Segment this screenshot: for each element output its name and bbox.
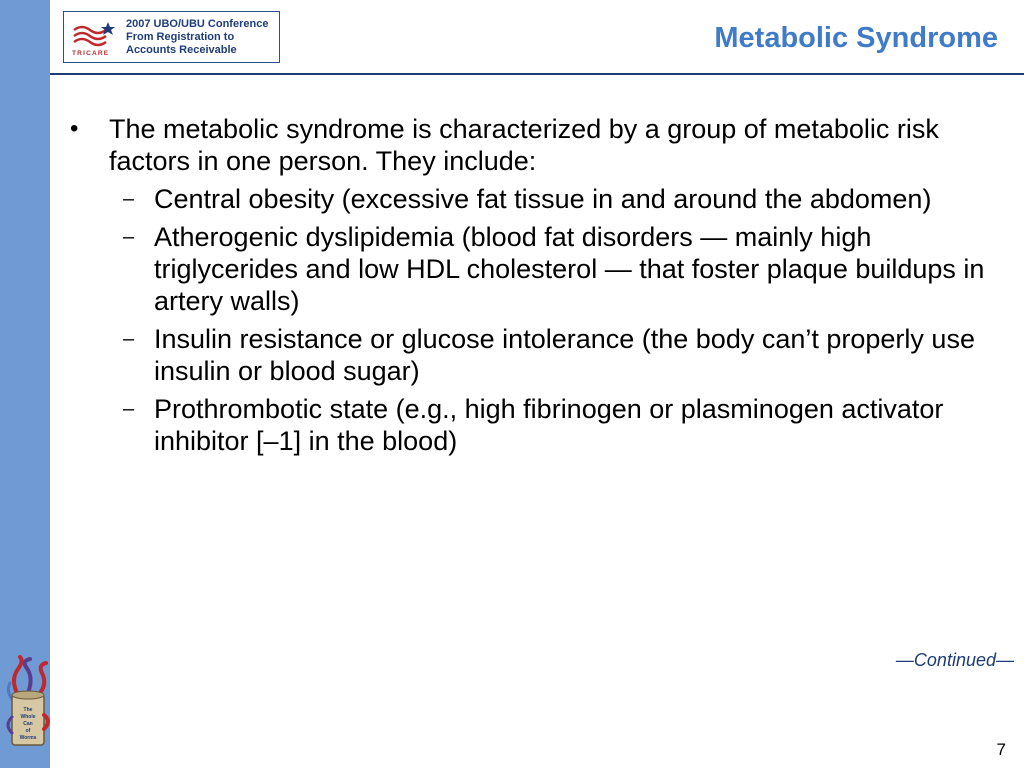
sub-bullet — [70, 323, 1015, 387]
bullet-dot-icon: • — [70, 115, 79, 142]
svg-text:Worms: Worms — [19, 735, 37, 741]
dash-icon: – — [123, 328, 135, 350]
sub-bullet-text: Atherogenic dyslipidemia (blood fat disorders — mainly high triglycerides and low HDL cholesterol — that foster plaque buildups in artery walls) — [154, 222, 985, 316]
svg-text:Can: Can — [23, 721, 33, 727]
logo-line-1: 2007 UBO/UBU Conference — [126, 18, 269, 30]
sub-bullet-text: Insulin resistance or glucose intolerance (the body can’t properly use insulin or blood sugar) — [154, 324, 975, 386]
can-of-worms-logo-icon — [4, 655, 52, 750]
sub-bullet — [70, 183, 1015, 215]
svg-text:TRICARE: TRICARE — [72, 50, 110, 57]
page-number: 7 — [996, 740, 1006, 759]
logo-line-2: From Registration to — [126, 31, 235, 43]
dash-icon: – — [123, 226, 135, 248]
svg-text:The: The — [23, 707, 33, 713]
logo-text — [126, 18, 276, 57]
sub-bullet — [70, 221, 1015, 317]
tricare-flag-icon — [70, 18, 120, 58]
main-bullet-text: The metabolic syndrome is characterized by a group of metabolic risk factors in one person. They include: — [109, 114, 939, 176]
dash-icon: – — [123, 188, 135, 210]
svg-text:of: of — [25, 728, 31, 734]
sub-bullet-text: Prothrombotic state (e.g., high fibrinogen or plasminogen activator inhibitor [–1] in the blood) — [154, 394, 944, 456]
slide-title: Metabolic Syndrome — [714, 22, 998, 54]
svg-text:Whole: Whole — [20, 714, 36, 720]
main-bullet — [70, 113, 1015, 177]
sub-bullet — [70, 393, 1015, 457]
sub-bullet-text: Central obesity (excessive fat tissue in and around the abdomen) — [154, 184, 932, 214]
header-divider — [50, 73, 1024, 75]
conference-logo — [63, 11, 280, 63]
slide-content — [70, 113, 1015, 457]
continued-label: —Continued— — [895, 650, 1014, 670]
left-sidebar-bar — [0, 0, 50, 768]
logo-line-3: Accounts Receivable — [126, 44, 237, 56]
dash-icon: – — [123, 398, 135, 420]
